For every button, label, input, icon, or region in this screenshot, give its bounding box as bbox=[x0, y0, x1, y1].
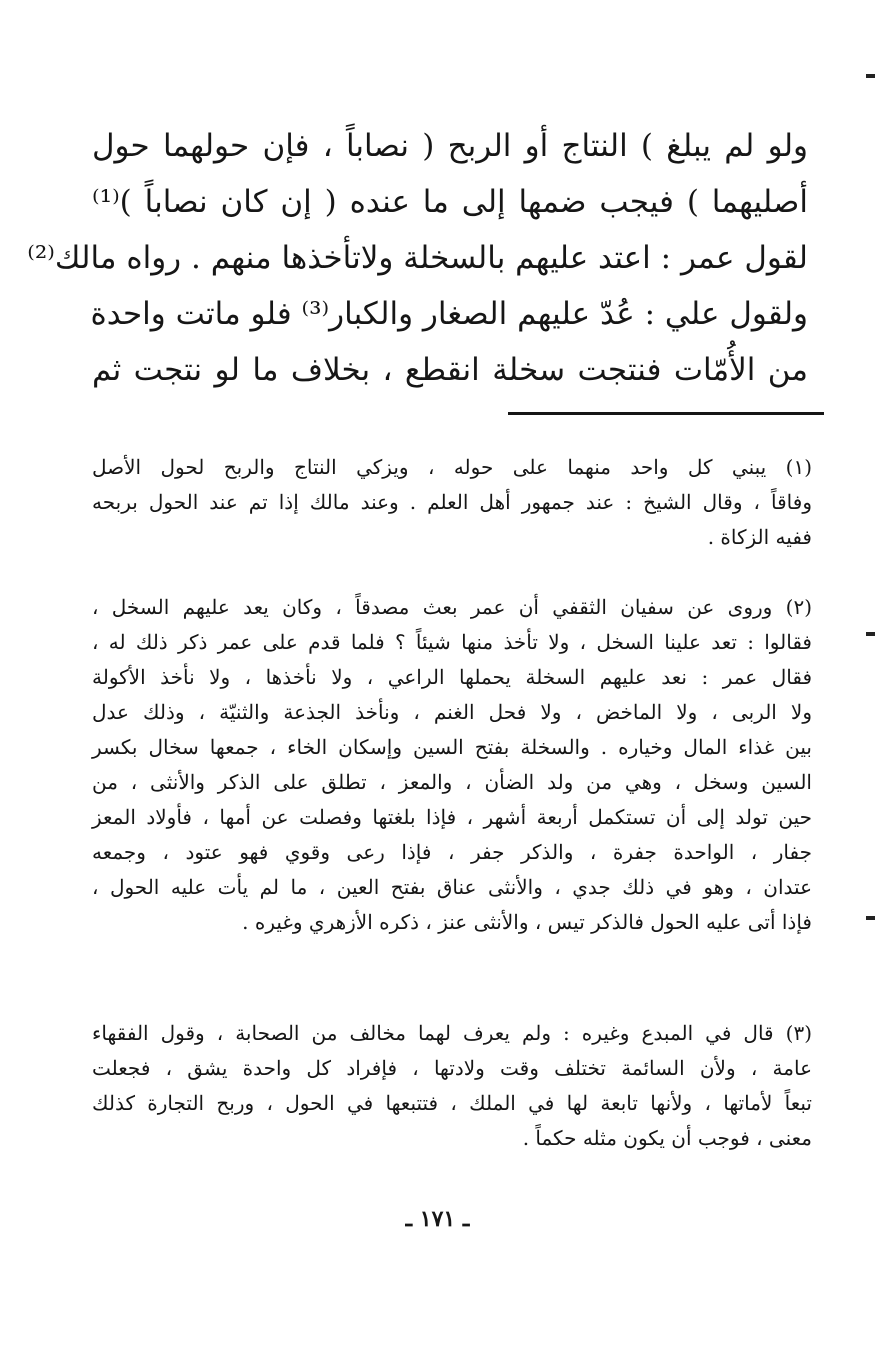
edge-mark bbox=[866, 632, 875, 636]
footnote-line: عامة ، ولأن السائمة تختلف وقت ولادتها ، فإفراد كل واحدة يشق ، فجعلت bbox=[92, 1056, 813, 1080]
footnote-line: (٣) قال في المبدع وغيره : ولم يعرف لهما مخالف من الصحابة ، وقول الفقهاء bbox=[92, 1021, 812, 1045]
main-text-line: ولو لم يبلغ ) النتاج أو الربح ( نصاباً ، فإن حولهما حول bbox=[92, 128, 808, 164]
footnote-line: (٢) وروى عن سفيان الثقفي أن عمر بعث مصدقاً ، وكان يعد عليهم السخل ، bbox=[92, 595, 812, 619]
edge-mark bbox=[866, 916, 875, 920]
footnote-line: عتدان ، وهو في ذلك جدي ، والأنثى عناق بفتح العين ، ما لم يأت عليه الحول ، bbox=[92, 875, 812, 899]
footnote-line: بين غذاء المال وخياره . والسخلة بفتح السين وإسكان الخاء ، جمعها سخال بكسر bbox=[92, 735, 812, 759]
footnote-line: (١) يبني كل واحد منهما على حوله ، ويزكي النتاج والربح لحول الأصل bbox=[92, 455, 812, 479]
footnote-line: حين تولد إلى أن تستكمل أربعة أشهر ، فإذا بلغتها وفصلت عن أمها ، فأولاد المعز bbox=[92, 805, 812, 829]
footnote-line: معنى ، فوجب أن يكون مثله حكماً . bbox=[522, 1126, 812, 1150]
main-text-line: من الأُمّات فنتجت سخلة انقطع ، بخلاف ما لو نتجت ثم bbox=[92, 352, 808, 388]
footnote-2 bbox=[92, 590, 812, 940]
footnote-line: جفار ، الواحدة جفرة ، والذكر جفر ، فإذا رعى وقوي فهو عتود ، وجمعه bbox=[92, 840, 812, 864]
main-text-line: لقول عمر : اعتد عليهم بالسخلة ولاتأخذها منهم . رواه مالك⁽²⁾ bbox=[27, 240, 808, 276]
footnote-line: تبعاً لأماتها ، ولأنها تابعة لها في الملك ، فتتبعها في الحول ، وربح التجارة كذلك bbox=[92, 1091, 812, 1115]
main-text-line: أصليهما ) فيجب ضمها إلى ما عنده ( إن كان نصاباً )⁽¹⁾ bbox=[92, 184, 808, 220]
footnote-line: السين وسخل ، وهي من ولد الضأن ، والمعز ، تطلق على الذكر والأنثى ، من bbox=[92, 770, 812, 794]
footnote-1 bbox=[92, 450, 812, 555]
footnote-separator bbox=[508, 412, 824, 415]
footnote-3 bbox=[92, 1016, 812, 1156]
footnote-line: ولا الربى ، ولا الماخض ، ولا فحل الغنم ، ونأخذ الجذعة والثنيّة ، وذلك عدل bbox=[92, 700, 812, 724]
footnote-line: فقال عمر : نعد عليهم السخلة يحملها الراعي ، ولا نأخذها ، ولا نأخذ الأكولة bbox=[92, 665, 812, 689]
page-number: ـ ١٧١ ـ bbox=[405, 1206, 470, 1232]
main-text bbox=[27, 118, 808, 398]
footnote-line: فإذا أتى عليه الحول فالذكر تيس ، والأنثى عنز ، ذكره الأزهري وغيره . bbox=[242, 910, 812, 934]
main-text-line: ولقول علي : عُدّ عليهم الصغار والكبار⁽³⁾ فلو ماتت واحدة bbox=[90, 296, 808, 332]
footnote-line: فقالوا : تعد علينا السخل ، ولا تأخذ منها شيئاً ؟ فلما قدم على عمر ذكر ذلك له ، bbox=[92, 630, 812, 654]
edge-mark bbox=[866, 74, 875, 78]
footnote-line: وفاقاً ، وقال الشيخ : عند جمهور أهل العلم . وعند مالك إذا تم عند الحول بربحه bbox=[92, 490, 812, 514]
footnote-line: ففيه الزكاة . bbox=[707, 525, 812, 549]
